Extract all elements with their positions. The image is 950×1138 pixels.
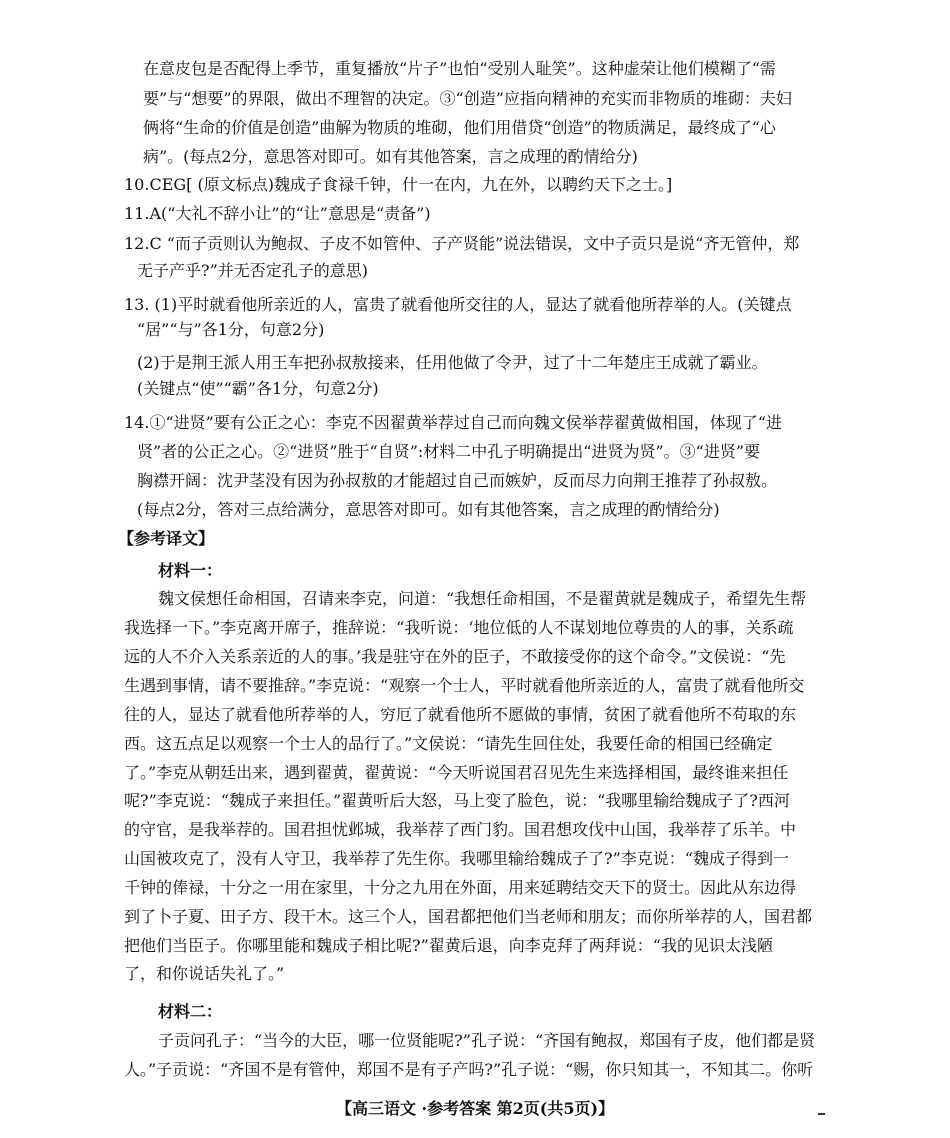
material-two-line: 人。”子贡说：“齐国不是有管仲，郑国不是有子产吗?”孔子说：“赐，你只知其一，不知其二。你听 (124, 1060, 814, 1079)
material-one-line: 把他们当臣子。你哪里能和魏成子相比呢?”翟黄后退，向李克拜了两拜说：“我的见识太浅陋 (124, 936, 773, 955)
material-one-line: 生遇到事情，请不要推辞。”李克说：“观察一个士人，平时就看他所亲近的人，富贵了就看他所交 (124, 676, 805, 695)
material-one-line: 远的人不介入关系亲近的人的事。’我是驻守在外的臣子，不敢接受你的这个命令。”文侯说：“先 (124, 647, 786, 666)
answer-line: 病”。(每点2分，意思答对即可。如有其他答案，言之成理的酌情给分) (143, 147, 638, 166)
answer-line: 要”与“想要”的界限，做出不理智的决定。③“创造”应指向精神的充实而非物质的堆砌：夫妇 (143, 89, 792, 108)
material-one-line: 了。”李克从朝廷出来，遇到翟黄，翟黄说：“今天听说国君召见先生来选择相国，最终谁来担任 (124, 763, 789, 782)
material-one-line: 山国被攻克了，没有人守卫，我举荐了先生你。我哪里输给魏成子了?”李克说：“魏成子得到一 (124, 849, 789, 868)
material-one-heading: 材料一： (158, 561, 223, 580)
material-one-line: 往的人，显达了就看他所荐举的人，穷厄了就看他所不愿做的事情，贫困了就看他所不苟取的东 (124, 705, 797, 724)
answer-10: 10.CEG[ (原文标点)魏成子食禄千钟，什一在内，九在外，以聘约天下之士。] (124, 175, 673, 194)
material-two-line: 子贡问孔子：“当今的大臣，哪一位贤能呢?”孔子说：“齐国有鲍叔，郑国有子皮，他们都是贤 (158, 1031, 816, 1050)
answer-12-cont: 无子产乎?”并无否定孔子的意思) (137, 261, 369, 280)
answer-13-2-cont: (关键点“使”“霸”各1分，句意2分) (137, 379, 379, 398)
answer-14-cont: (每点2分，答对三点给满分，意思答对即可。如有其他答案，言之成理的酌情给分) (137, 500, 720, 519)
answer-13-1: 13. (1)平时就看他所亲近的人，富贵了就看他所交往的人，显达了就看他所荐举的人。(关键点 (124, 295, 792, 314)
material-two-heading: 材料二： (158, 1002, 223, 1021)
material-one-line: 我选择一下。”李克离开席子，推辞说：“我听说：‘地位低的人不谋划地位尊贵的人的事，关系疏 (124, 618, 794, 637)
answer-14: 14.①“进贤”要有公正之心：李克不因翟黄举荐过自己而向魏文侯举荐翟黄做相国，体现了“进 (124, 413, 782, 432)
answer-11: 11.A(“大礼不辞小让”的“让”意思是“责备”) (124, 204, 431, 223)
material-one-line: 千钟的俸禄，十分之一用在家里，十分之九用在外面，用来延聘结交天下的贤士。因此从东边得 (124, 878, 797, 897)
material-one-line: 到了卜子夏、田子方、段干木。这三个人，国君都把他们当老师和朋友；而你所举荐的人，国君都 (124, 907, 813, 926)
answer-13-2: (2)于是荆王派人用王车把孙叔敖接来，任用他做了令尹，过了十二年楚庄王成就了霸业。 (137, 353, 768, 372)
answer-line: 在意皮包是否配得上季节，重复播放“片子”也怕“受别人耻笑”。这种虚荣让他们模糊了“需 (143, 59, 776, 78)
corner-mark (818, 1113, 825, 1115)
reference-translation-heading: 【参考译文】 (118, 529, 215, 548)
answer-14-cont: 贤”者的公正之心。②“进贤”胜于“自贤”:材料二中孔子明确提出“进贤为贤”。③“进贤”要 (137, 442, 761, 461)
answer-12: 12.C “而子贡则认为鲍叔、子皮不如管仲、子产贤能”说法错误，文中子贡只是说“齐无管仲，郑 (124, 234, 800, 253)
answer-13-1-cont: “居”“与”各1分，句意2分) (137, 320, 325, 339)
material-one-line: 魏文侯想任命相国，召请来李克，问道：“我想任命相国，不是翟黄就是魏成子，希望先生帮 (158, 589, 807, 608)
material-one-line: 的守官，是我举荐的。国君担忧邺城，我举荐了西门豹。国君想攻伐中山国，我举荐了乐羊。中 (124, 820, 797, 839)
material-one-line: 西。这五点足以观察一个士人的品行了。”文侯说：“请先生回住处，我要任命的相国已经确定 (124, 734, 773, 753)
page-footer: 【高三语文 ·参考答案 第2页(共5页)】 (335, 1099, 615, 1118)
material-one-line: 了，和你说话失礼了。” (124, 964, 285, 983)
answer-line: 俩将“生命的价值是创造”曲解为物质的堆砌，他们用借贷“创造”的物质满足，最终成了“心 (143, 118, 776, 137)
answer-14-cont: 胸襟开阔：沈尹茎没有因为孙叔敖的才能超过自己而嫉妒，反而尽力向荆王推荐了孙叔敖。 (137, 471, 778, 490)
material-one-line: 呢?”李克说：“魏成子来担任。”翟黄听后大怒，马上变了脸色，说：“我哪里输给魏成子了?西河 (124, 791, 790, 810)
